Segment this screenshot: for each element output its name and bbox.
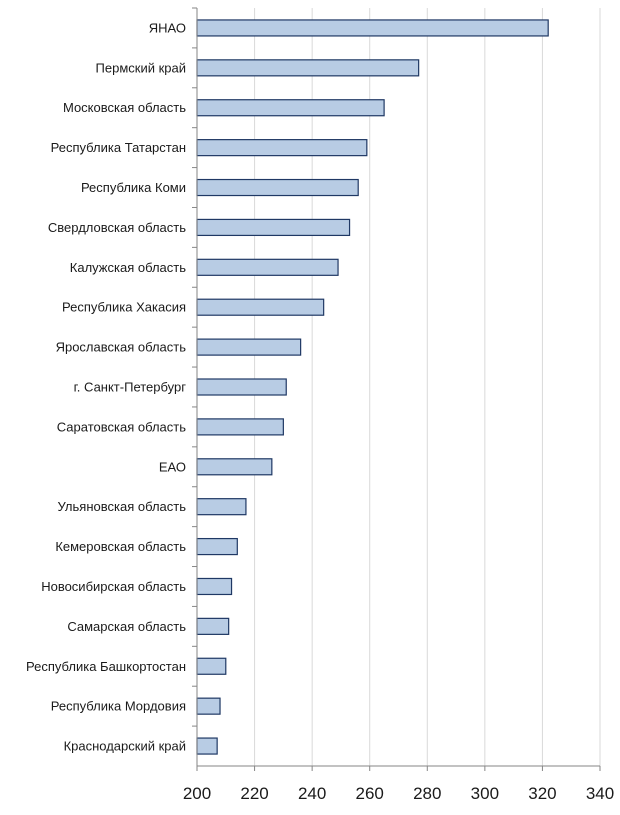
category-label: ЕАО [158, 459, 186, 475]
bar [197, 578, 232, 594]
bar [197, 60, 419, 76]
category-label: Республика Коми [80, 180, 186, 196]
x-tick-label: 260 [355, 784, 384, 803]
x-tick-label: 320 [528, 784, 557, 803]
category-label: Республика Мордовия [50, 698, 186, 714]
category-label: Новосибирская область [41, 578, 186, 594]
category-label: Свердловская область [47, 219, 186, 235]
bar [197, 539, 237, 555]
bar [197, 339, 301, 355]
bar [197, 618, 229, 634]
category-label: Ярославская область [55, 339, 186, 355]
bar [197, 180, 358, 196]
bar [197, 499, 246, 515]
x-tick-label: 200 [182, 784, 212, 803]
category-label: Республика Хакасия [62, 299, 186, 315]
category-label: Саратовская область [56, 419, 186, 435]
bar [197, 379, 286, 395]
category-label: Пермский край [95, 60, 186, 76]
bar [197, 658, 226, 674]
x-tick-label: 300 [470, 784, 500, 803]
x-tick-label: 240 [297, 784, 327, 803]
bar [197, 459, 272, 475]
bar [197, 259, 338, 275]
bar [197, 419, 283, 435]
bar [197, 100, 384, 116]
category-label: Калужская область [69, 259, 186, 275]
bar [197, 219, 350, 235]
x-tick-label: 280 [413, 784, 442, 803]
category-label: Краснодарский край [63, 738, 186, 754]
bar [197, 20, 548, 36]
category-label: Самарская область [67, 618, 186, 634]
x-tick-label: 220 [240, 784, 269, 803]
bar [197, 299, 324, 315]
bar [197, 738, 217, 754]
category-label: Ульяновская область [57, 499, 186, 515]
category-label: Кемеровская область [55, 539, 186, 555]
bar [197, 698, 220, 714]
category-label: г. Санкт-Петербург [73, 379, 186, 395]
bar [197, 140, 367, 156]
x-tick-label: 340 [585, 784, 615, 803]
category-label: Московская область [62, 100, 186, 116]
category-label: Республика Татарстан [50, 140, 186, 156]
category-label: Республика Башкортостан [26, 658, 186, 674]
category-label: ЯНАО [148, 20, 186, 36]
